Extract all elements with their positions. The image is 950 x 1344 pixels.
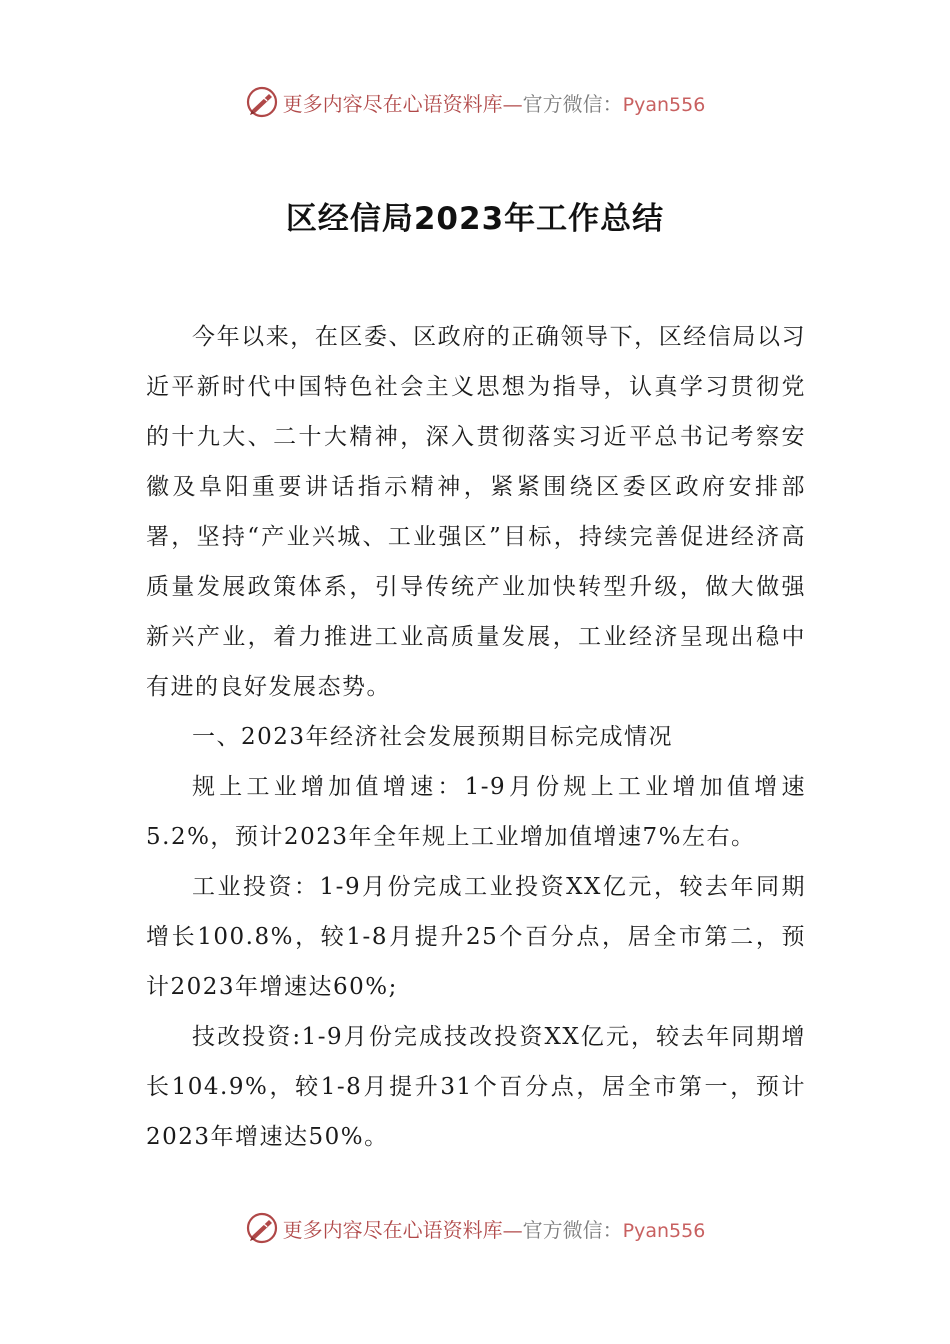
pen-logo-icon — [245, 85, 279, 119]
watermark-text: 更多内容尽在心语资料库—官方微信：Pyan556 — [282, 91, 706, 116]
section-heading-1: 一、2023年经济社会发展预期目标完成情况 — [192, 724, 674, 750]
watermark-banner-bottom — [0, 1208, 950, 1248]
paragraph-intro: 今年以来，在区委、区政府的正确领导下，区经信局以习近平新时代中国特色社会主义思想为指导，认真学习贯彻党的十九大、二十大精神，深入贯彻落实习近平总书记考察安徽及阜阳重要讲话指示精神，紧紧围绕区委区政府安排部署，坚持“产业兴城、工业强区”目标，持续完善促进经济高质量发展政策体系，引导传统产业加快转型升级，做大做强新兴产业，着力推进工业高质量发展，工业经济呈现出稳中有进的良好发展态势。 — [146, 324, 806, 700]
document-title: 区经信局2023年工作总结 — [285, 200, 665, 237]
watermark-text: 更多内容尽在心语资料库—官方微信：Pyan556 — [282, 1217, 706, 1242]
paragraph-industrial-value-added: 规上工业增加值增速：1-9月份规上工业增加值增速5.2%，预计2023年全年规上工业增加值增速7%左右。 — [146, 774, 806, 850]
pen-logo-icon — [245, 1211, 279, 1245]
paragraph-tech-upgrade-investment: 技改投资:1-9月份完成技改投资XX亿元，较去年同期增长104.9%，较1-8月提升31个百分点，居全市第一，预计2023年增速达50%。 — [146, 1024, 806, 1150]
watermark-banner-top — [0, 82, 950, 122]
document-body — [146, 312, 806, 1162]
paragraph-industrial-investment: 工业投资：1-9月份完成工业投资XX亿元，较去年同期增长100.8%，较1-8月提升25个百分点，居全市第二，预计2023年增速达60%; — [146, 874, 806, 1000]
